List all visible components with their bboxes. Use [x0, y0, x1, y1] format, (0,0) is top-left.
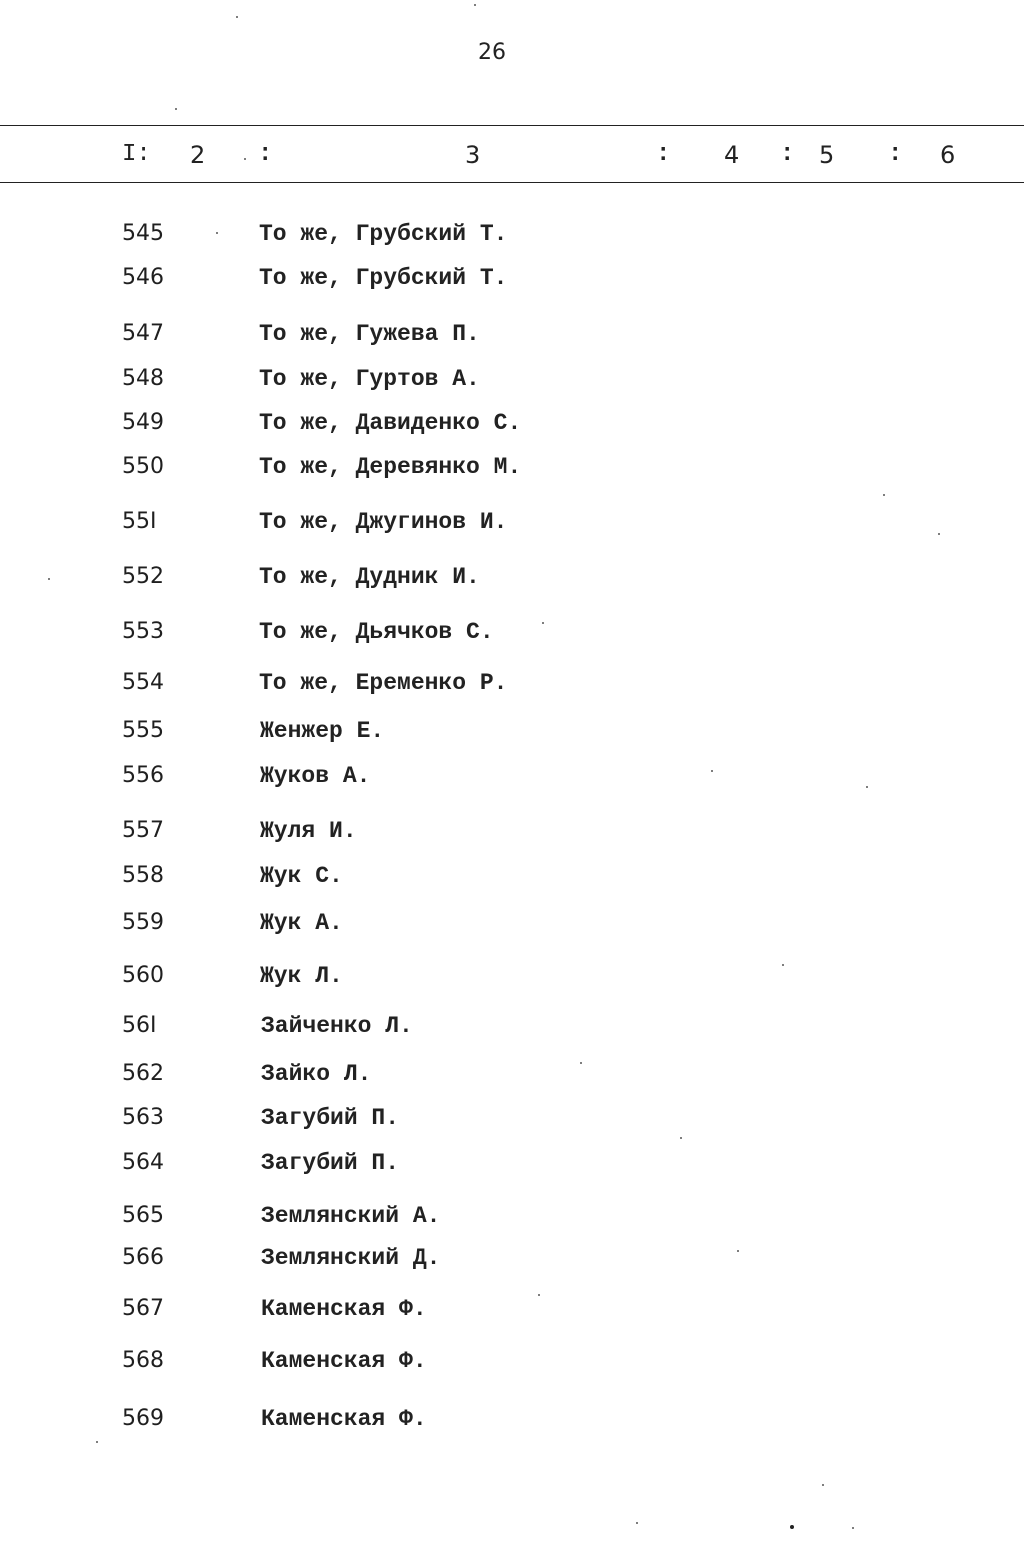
row-text: То же, Давиденко С.: [259, 410, 522, 436]
row-text: То же, Грубский Т.: [259, 221, 508, 247]
scan-speck: [175, 108, 177, 110]
scan-speck: [538, 1294, 540, 1296]
row-text: То же, Деревянко М.: [259, 454, 522, 480]
column-header-4: 4: [724, 141, 740, 169]
row-number: 547: [122, 321, 164, 346]
row-text: Загубий П.: [261, 1150, 400, 1176]
row-text: Женжер Е.: [260, 718, 385, 744]
page-number: 26: [478, 40, 506, 65]
scan-speck: [711, 770, 713, 772]
column-header-1: I:: [122, 141, 151, 168]
column-header-5: 5: [819, 141, 835, 169]
column-header-2: 2: [190, 141, 206, 169]
row-text: Землянский Д.: [261, 1245, 441, 1271]
scan-speck: [822, 1484, 824, 1486]
scan-speck: [852, 1527, 854, 1529]
column-header-6: 6: [940, 141, 956, 169]
row-text: Жук С.: [260, 863, 343, 889]
row-text: Каменская Ф.: [261, 1296, 427, 1322]
row-text: Жуков А.: [260, 763, 371, 789]
row-number: 553: [122, 619, 164, 644]
row-number: 555: [122, 718, 164, 743]
scan-speck: [580, 1062, 582, 1064]
scan-speck: [790, 1525, 794, 1529]
row-text: То же, Еременко Р.: [259, 670, 508, 696]
row-number: 548: [122, 366, 164, 391]
row-number: 55I: [122, 509, 157, 534]
row-number: 545: [122, 221, 164, 246]
row-number: 559: [122, 910, 164, 935]
scan-speck: [938, 533, 940, 535]
row-number: 569: [122, 1406, 164, 1431]
row-number: 568: [122, 1348, 164, 1373]
scan-speck: [216, 232, 218, 234]
row-number: 558: [122, 863, 164, 888]
row-number: 552: [122, 564, 164, 589]
scan-speck: [236, 16, 238, 18]
row-text: Жук Л.: [260, 963, 343, 989]
column-separator: :: [656, 141, 671, 168]
row-text: То же, Гужева П.: [259, 321, 480, 347]
row-text: Загубий П.: [261, 1105, 400, 1131]
scan-speck: [48, 578, 50, 580]
scan-speck: [542, 622, 544, 624]
row-number: 556: [122, 763, 164, 788]
scan-speck: [737, 1250, 739, 1252]
row-text: Зайченко Л.: [261, 1013, 413, 1039]
row-text: Каменская Ф.: [261, 1348, 427, 1374]
row-text: Жук А.: [260, 910, 343, 936]
scan-speck: [96, 1441, 98, 1443]
row-number: 564: [122, 1150, 164, 1175]
row-number: 557: [122, 818, 164, 843]
row-number: 546: [122, 265, 164, 290]
scan-speck: [883, 494, 885, 496]
row-number: 56I: [122, 1013, 157, 1038]
row-text: Жуля И.: [260, 818, 357, 844]
column-separator: :: [258, 141, 273, 168]
row-text: Зайко Л.: [261, 1061, 372, 1087]
scan-speck: [866, 786, 868, 788]
row-text: То же, Гуртов А.: [259, 366, 480, 392]
row-number: 554: [122, 670, 164, 695]
column-header-3: 3: [465, 141, 481, 169]
row-text: То же, Грубский Т.: [259, 265, 508, 291]
row-number: 549: [122, 410, 164, 435]
header-bottom-rule: [0, 182, 1024, 183]
row-number: 563: [122, 1105, 164, 1130]
scan-speck: [680, 1137, 682, 1139]
scan-speck: [636, 1522, 638, 1524]
scan-speck: [474, 4, 476, 6]
column-separator: :: [888, 141, 903, 168]
header-top-rule: [0, 125, 1024, 126]
row-text: Землянский А.: [261, 1203, 441, 1229]
row-text: То же, Дьячков С.: [259, 619, 494, 645]
row-number: 560: [122, 963, 164, 988]
row-text: Каменская Ф.: [261, 1406, 427, 1432]
row-text: То же, Дудник И.: [259, 564, 480, 590]
row-text: То же, Джугинов И.: [259, 509, 508, 535]
row-number: 567: [122, 1296, 164, 1321]
scan-speck: [244, 158, 246, 160]
row-number: 562: [122, 1061, 164, 1086]
row-number: 565: [122, 1203, 164, 1228]
row-number: 550: [122, 454, 164, 479]
column-separator: :: [780, 141, 795, 168]
scan-speck: [782, 964, 784, 966]
row-number: 566: [122, 1245, 164, 1270]
